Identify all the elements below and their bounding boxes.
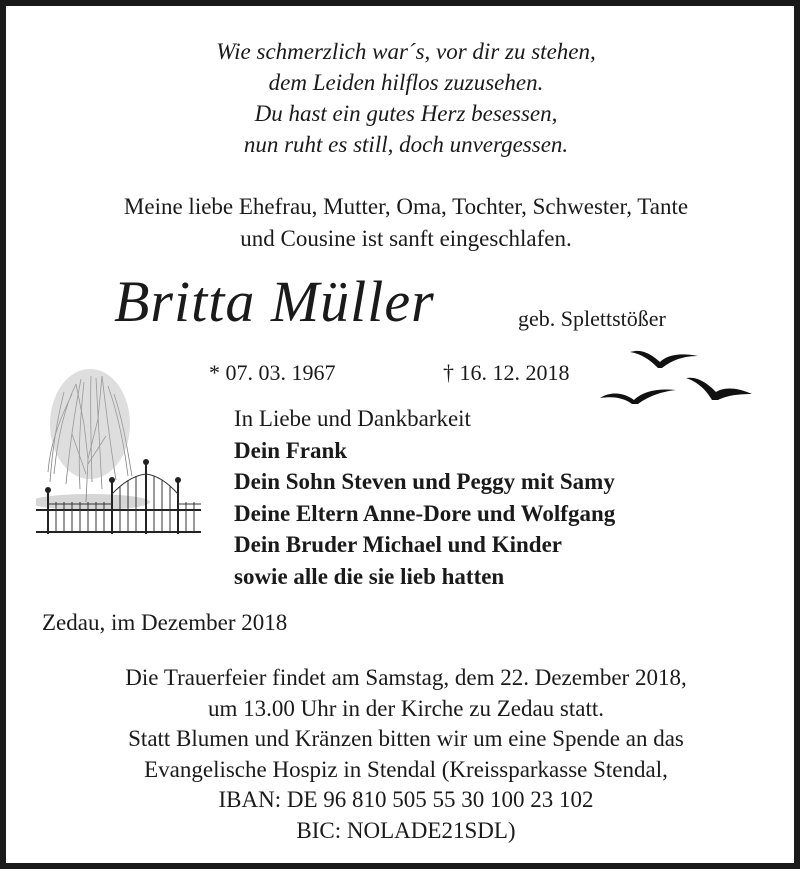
service-line: Statt Blumen und Kränzen bitten wir um eine Spende an das bbox=[128, 726, 684, 751]
mourner-line: Dein Frank bbox=[234, 437, 348, 463]
mourners-list bbox=[234, 403, 615, 592]
mourner-line: Dein Sohn Steven und Peggy mit Samy bbox=[234, 469, 615, 494]
willow-tree-and-gate-icon bbox=[36, 364, 206, 544]
flying-birds-icon bbox=[598, 338, 768, 418]
poem-line: nun ruht es still, doch unvergessen. bbox=[243, 132, 569, 157]
place-and-date: Zedau, im Dezember 2018 bbox=[42, 610, 288, 635]
mourner-line: Deine Eltern Anne-Dore und Wolfgang bbox=[234, 500, 616, 526]
poem-line: Du hast ein gutes Herz besessen, bbox=[254, 101, 558, 126]
mourner-line: Dein Bruder Michael und Kinder bbox=[234, 532, 562, 557]
service-line: BIC: NOLADE21SDL) bbox=[296, 817, 516, 843]
service-line: Die Trauerfeier findet am Samstag, dem 22. Dezember 2018, bbox=[125, 665, 687, 690]
mourner-line: sowie alle die sie lieb hatten bbox=[234, 563, 505, 589]
intro-line: Meine liebe Ehefrau, Mutter, Oma, Tochter, Schwester, Tante bbox=[123, 194, 689, 219]
funeral-service-info bbox=[6, 663, 800, 846]
deceased-name: Britta Müller bbox=[114, 269, 435, 334]
mourners-lead: In Liebe und Dankbarkeit bbox=[234, 406, 471, 431]
birth-date: * 07. 03. 1967 bbox=[209, 360, 336, 385]
deceased-name-row bbox=[6, 268, 800, 338]
service-line: IBAN: DE 96 810 505 55 30 100 23 102 bbox=[218, 787, 594, 812]
poem bbox=[6, 36, 800, 160]
service-line: Evangelische Hospiz in Stendal (Kreissparkasse Stendal, bbox=[144, 756, 668, 782]
maiden-name: geb. Splettstößer bbox=[518, 306, 666, 331]
service-line: um 13.00 Uhr in der Kirche zu Zedau statt. bbox=[208, 695, 604, 721]
poem-line: Wie schmerzlich war´s, vor dir zu stehen, bbox=[216, 39, 596, 64]
intro-text bbox=[6, 191, 800, 255]
poem-line: dem Leiden hilflos zuzusehen. bbox=[268, 70, 544, 95]
intro-line: und Cousine ist sanft eingeschlafen. bbox=[240, 226, 572, 251]
death-date: † 16. 12. 2018 bbox=[443, 360, 570, 385]
